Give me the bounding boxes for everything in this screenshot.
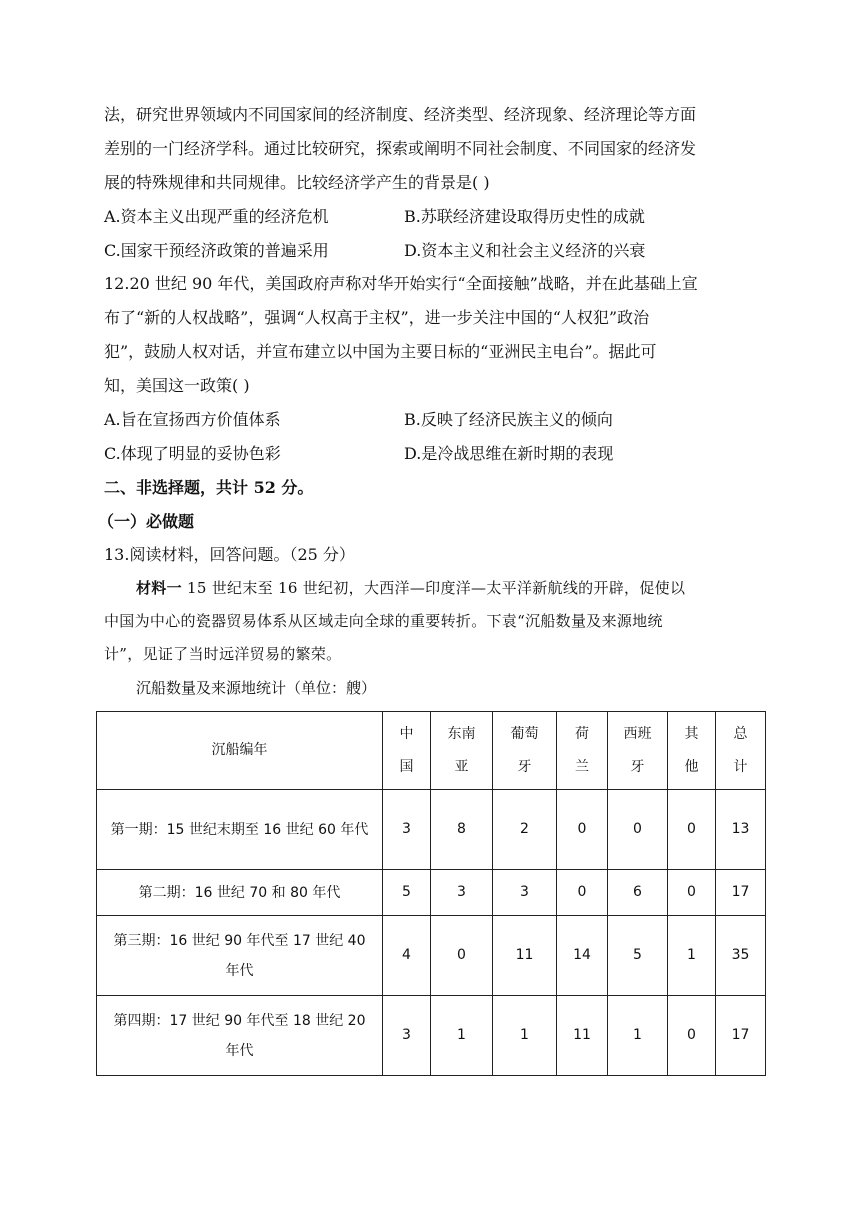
table-row [97,870,766,916]
value-cell: 4 [383,916,431,996]
header-char: 兰 [575,758,589,775]
table-header-row [97,712,766,790]
value-cell: 0 [668,790,716,870]
table-row [97,916,766,996]
header-char: 国 [399,758,414,775]
material-line-1 [136,578,685,598]
section-subheading: （一）必做题 [98,512,195,531]
value-cell: 11 [493,916,557,996]
value-cell: 5 [608,916,668,996]
value-cell: 5 [383,870,431,916]
value-cell: 0 [668,870,716,916]
value-cell: 2 [493,790,557,870]
q12-option-c: C.体现了明显的妥协色彩 [104,444,281,463]
header-portugal [493,712,557,790]
period-cell: 第一期：15 世纪末期至 16 世纪 60 年代 [97,790,383,870]
value-cell: 35 [716,916,766,996]
material-line-3: 计”，见证了当时远洋贸易的繁荣。 [104,645,342,663]
table-row [97,996,766,1076]
header-char: 葡萄 [510,725,539,742]
header-char: 牙 [630,758,645,775]
value-cell: 3 [383,996,431,1076]
q11-line-1: 法，研究世界领域内不同国家间的经济制度、经济类型、经济现象、经济理论等方面 [104,105,697,124]
header-southeast-asia [431,712,493,790]
q12-line-1: 12.20 世纪 90 年代，美国政府声称对华开始实行“全面接触”战略，并在此基础上宣 [104,274,698,293]
q12-option-b: B.反映了经济民族主义的倾向 [404,410,613,429]
q12-line-2: 布了“新的人权战略”，强调“人权高于主权”，进一步关注中国的“人权犯”政治 [104,308,650,327]
period-cell: 第二期：16 世纪 70 和 80 年代 [97,870,383,916]
table-row [97,790,766,870]
value-cell: 0 [557,870,608,916]
q12-line-4: 知，美国这一政策( ) [104,376,250,395]
value-cell: 6 [608,870,668,916]
material-line-2: 中国为中心的瓷器贸易体系从区域走向全球的重要转折。下袁“沉船数量及来源地统 [104,612,663,630]
header-char: 其 [684,725,699,742]
q11-line-3: 展的特殊规律和共同规律。比较经济学产生的背景是( ) [104,173,490,192]
value-cell: 0 [668,996,716,1076]
value-cell: 17 [716,870,766,916]
q11-line-2: 差别的一门经济学科。通过比较研究，探索或阐明不同社会制度、不同国家的经济发 [104,139,697,158]
value-cell: 3 [431,870,493,916]
value-cell: 1 [493,996,557,1076]
value-cell: 14 [557,916,608,996]
value-cell: 1 [668,916,716,996]
header-period: 沉船编年 [97,712,383,790]
value-cell: 17 [716,996,766,1076]
header-char: 牙 [517,758,532,775]
header-char: 总 [733,725,748,742]
header-char: 他 [684,758,699,775]
q11-option-a: A.资本主义出现严重的经济危机 [104,207,329,226]
q11-option-b: B.苏联经济建设取得历史性的成就 [404,207,645,226]
material-label: 材料一 [136,579,182,597]
header-char: 东南 [447,725,476,742]
q12-line-3: 犯”，鼓励人权对话，并宣布建立以中国为主要日标的“亚洲民主电台”。据此可 [104,342,657,361]
value-cell: 3 [493,870,557,916]
period-cell: 第三期：16 世纪 90 年代至 17 世纪 40 年代 [97,916,383,996]
shipwreck-table [96,711,766,1076]
header-other [668,712,716,790]
value-cell: 3 [383,790,431,870]
value-cell: 1 [608,996,668,1076]
header-char: 中 [399,725,414,742]
header-china [383,712,431,790]
header-spain [608,712,668,790]
header-char: 计 [733,758,748,775]
material-text-1: 15 世纪末至 16 世纪初，大西洋—印度洋—太平洋新航线的开辟，促使以 [181,579,686,597]
section-heading: 二、非选择题，共计 52 分。 [104,478,314,497]
q11-option-d: D.资本主义和社会主义经济的兴衰 [404,241,646,260]
header-char: 西班 [623,725,652,742]
value-cell: 0 [608,790,668,870]
q13-stem: 13.阅读材料，回答问题。（25 分） [104,545,355,564]
q12-option-a: A.旨在宣扬西方价值体系 [104,410,281,429]
value-cell: 0 [431,916,493,996]
value-cell: 1 [431,996,493,1076]
value-cell: 11 [557,996,608,1076]
header-total [716,712,766,790]
q12-option-d: D.是冷战思维在新时期的表现 [404,444,614,463]
value-cell: 8 [431,790,493,870]
value-cell: 0 [557,790,608,870]
period-cell: 第四期：17 世纪 90 年代至 18 世纪 20 年代 [97,996,383,1076]
header-char: 荷 [575,725,589,742]
header-char: 亚 [454,758,469,775]
table-caption: 沉船数量及来源地统计（单位：艘） [136,679,377,697]
header-netherlands [557,712,608,790]
value-cell: 13 [716,790,766,870]
q11-option-c: C.国家干预经济政策的普遍采用 [104,241,329,260]
table-body [97,790,766,1076]
